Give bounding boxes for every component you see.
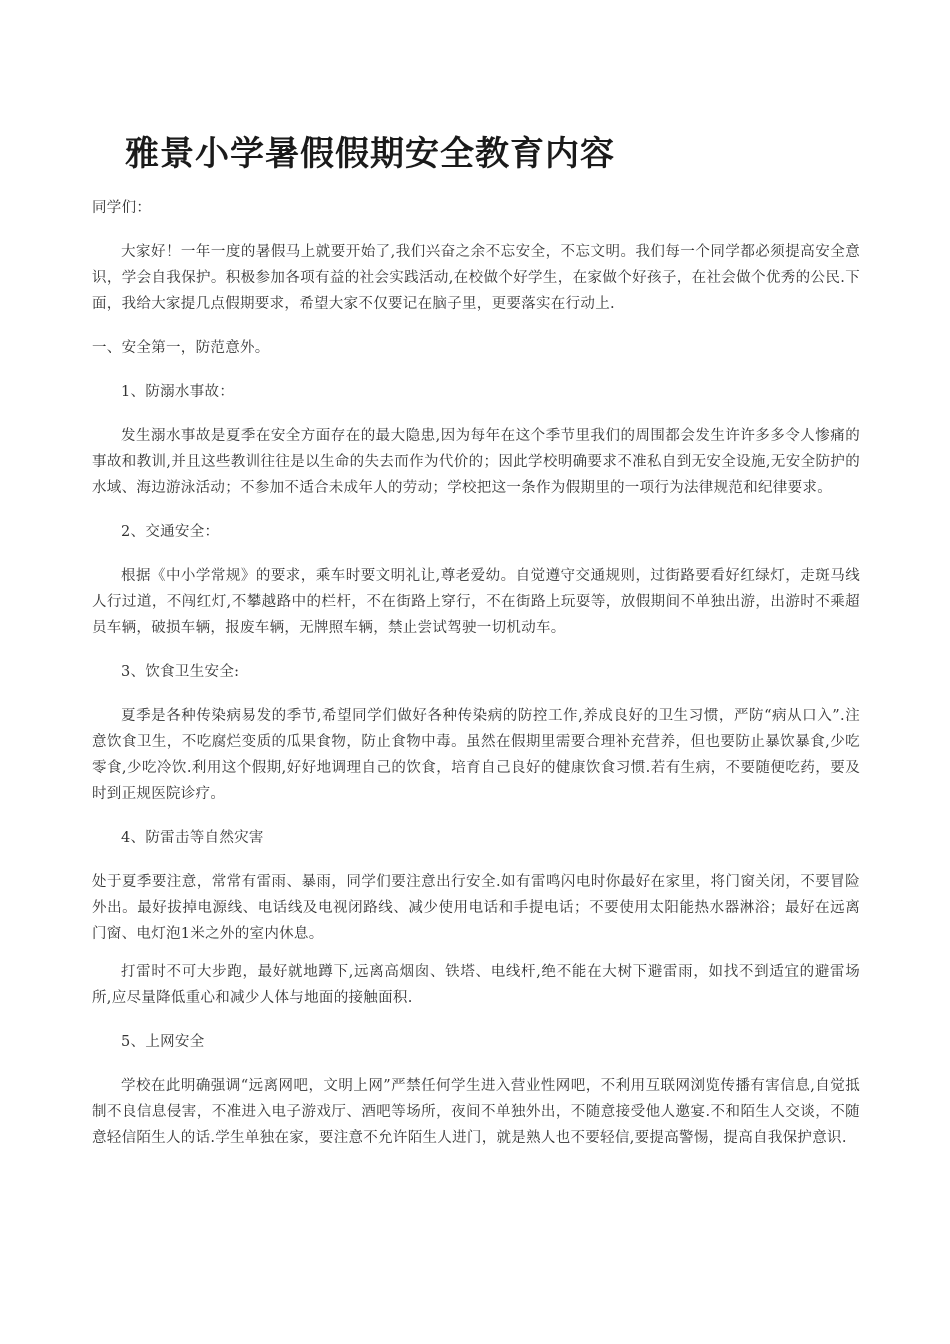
intro-paragraph: 大家好！一年一度的暑假马上就要开始了,我们兴奋之余不忘安全，不忘文明。我们每一个同学都必须提高安全意识，学会自我保护。积极参加各项有益的社会实践活动,在校做个好学生，在家做个好孩子，在社会做个优秀的公民.下面，我给大家提几点假期要求，希望大家不仅要记在脑子里，更要落实在行动上. [92,244,860,312]
item-paragraph-food: 夏季是各种传染病易发的季节,希望同学们做好各种传染病的防控工作,养成良好的卫生习惯，严防“病从口入”.注意饮食卫生，不吃腐烂变质的瓜果食物，防止食物中毒。虽然在假期里需要合理补充营养，但也要防止暴饮暴食,少吃零食,少吃冷饮.利用这个假期,好好地调理自己的饮食，培育自己良好的健康饮食习惯.若有生病，不要随便吃药，要及时到正规医院诊疗。 [92,708,860,802]
document-body [92,195,860,1169]
item-paragraph-traffic: 根据《中小学常规》的要求，乘车时要文明礼让,尊老爱幼。自觉遵守交通规则，过街路要看好红绿灯，走斑马线人行过道，不闯红灯,不攀越路中的栏杆，不在街路上穿行，不在街路上玩耍等，放假期间不单独出游，出游时不乘超员车辆，破损车辆，报废车辆，无牌照车辆，禁止尝试驾驶一切机动车。 [92,568,860,636]
item-heading-food: 3、饮食卫生安全: [121,664,240,680]
greeting: 同学们： [92,200,152,216]
item-paragraph-internet: 学校在此明确强调“远离网吧，文明上网”严禁任何学生进入营业性网吧，不利用互联网浏览传播有害信息,自觉抵制不良信息侵害，不准进入电子游戏厅、酒吧等场所，夜间不单独外出，不随意接受他人邀宴.不和陌生人交谈，不随意轻信陌生人的话.学生单独在家，要注意不允许陌生人进门，就是熟人也不要轻信,要提高警惕，提高自我保护意识. [92,1078,860,1146]
item-paragraph-lightning-2: 打雷时不可大步跑，最好就地蹲下,远离高烟囱、铁塔、电线杆,绝不能在大树下避雷雨，如找不到适宜的避雷场所,应尽量降低重心和减少人体与地面的接触面积. [92,964,860,1006]
document-title: 雅景小学暑假假期安全教育内容 [125,134,615,174]
item-paragraph-drowning: 发生溺水事故是夏季在安全方面存在的最大隐患,因为每年在这个季节里我们的周围都会发生许许多多令人惨痛的事故和教训,并且这些教训往往是以生命的失去而作为代价的；因此学校明确要求不准私自到无安全设施,无安全防护的水域、海边游泳活动；不参加不适合未成年人的劳动；学校把这一条作为假期里的一项行为法律规范和纪律要求。 [92,428,860,496]
item-heading-lightning: 4、防雷击等自然灾害 [121,830,264,846]
item-paragraph-lightning-1: 处于夏季要注意，常常有雷雨、暴雨，同学们要注意出行安全.如有雷鸣闪电时你最好在家里，将门窗关闭，不要冒险外出。最好拔掉电源线、电话线及电视闭路线、减少使用电话和手提电话；不要使用太阳能热水器淋浴；最好在远离门窗、电灯泡1米之外的室内休息。 [92,874,860,942]
section-heading: 一、安全第一，防范意外。 [92,340,270,356]
item-heading-drowning: 1、防溺水事故： [121,384,235,400]
item-heading-traffic: 2、交通安全： [121,524,220,540]
item-heading-internet: 5、上网安全 [121,1034,205,1050]
